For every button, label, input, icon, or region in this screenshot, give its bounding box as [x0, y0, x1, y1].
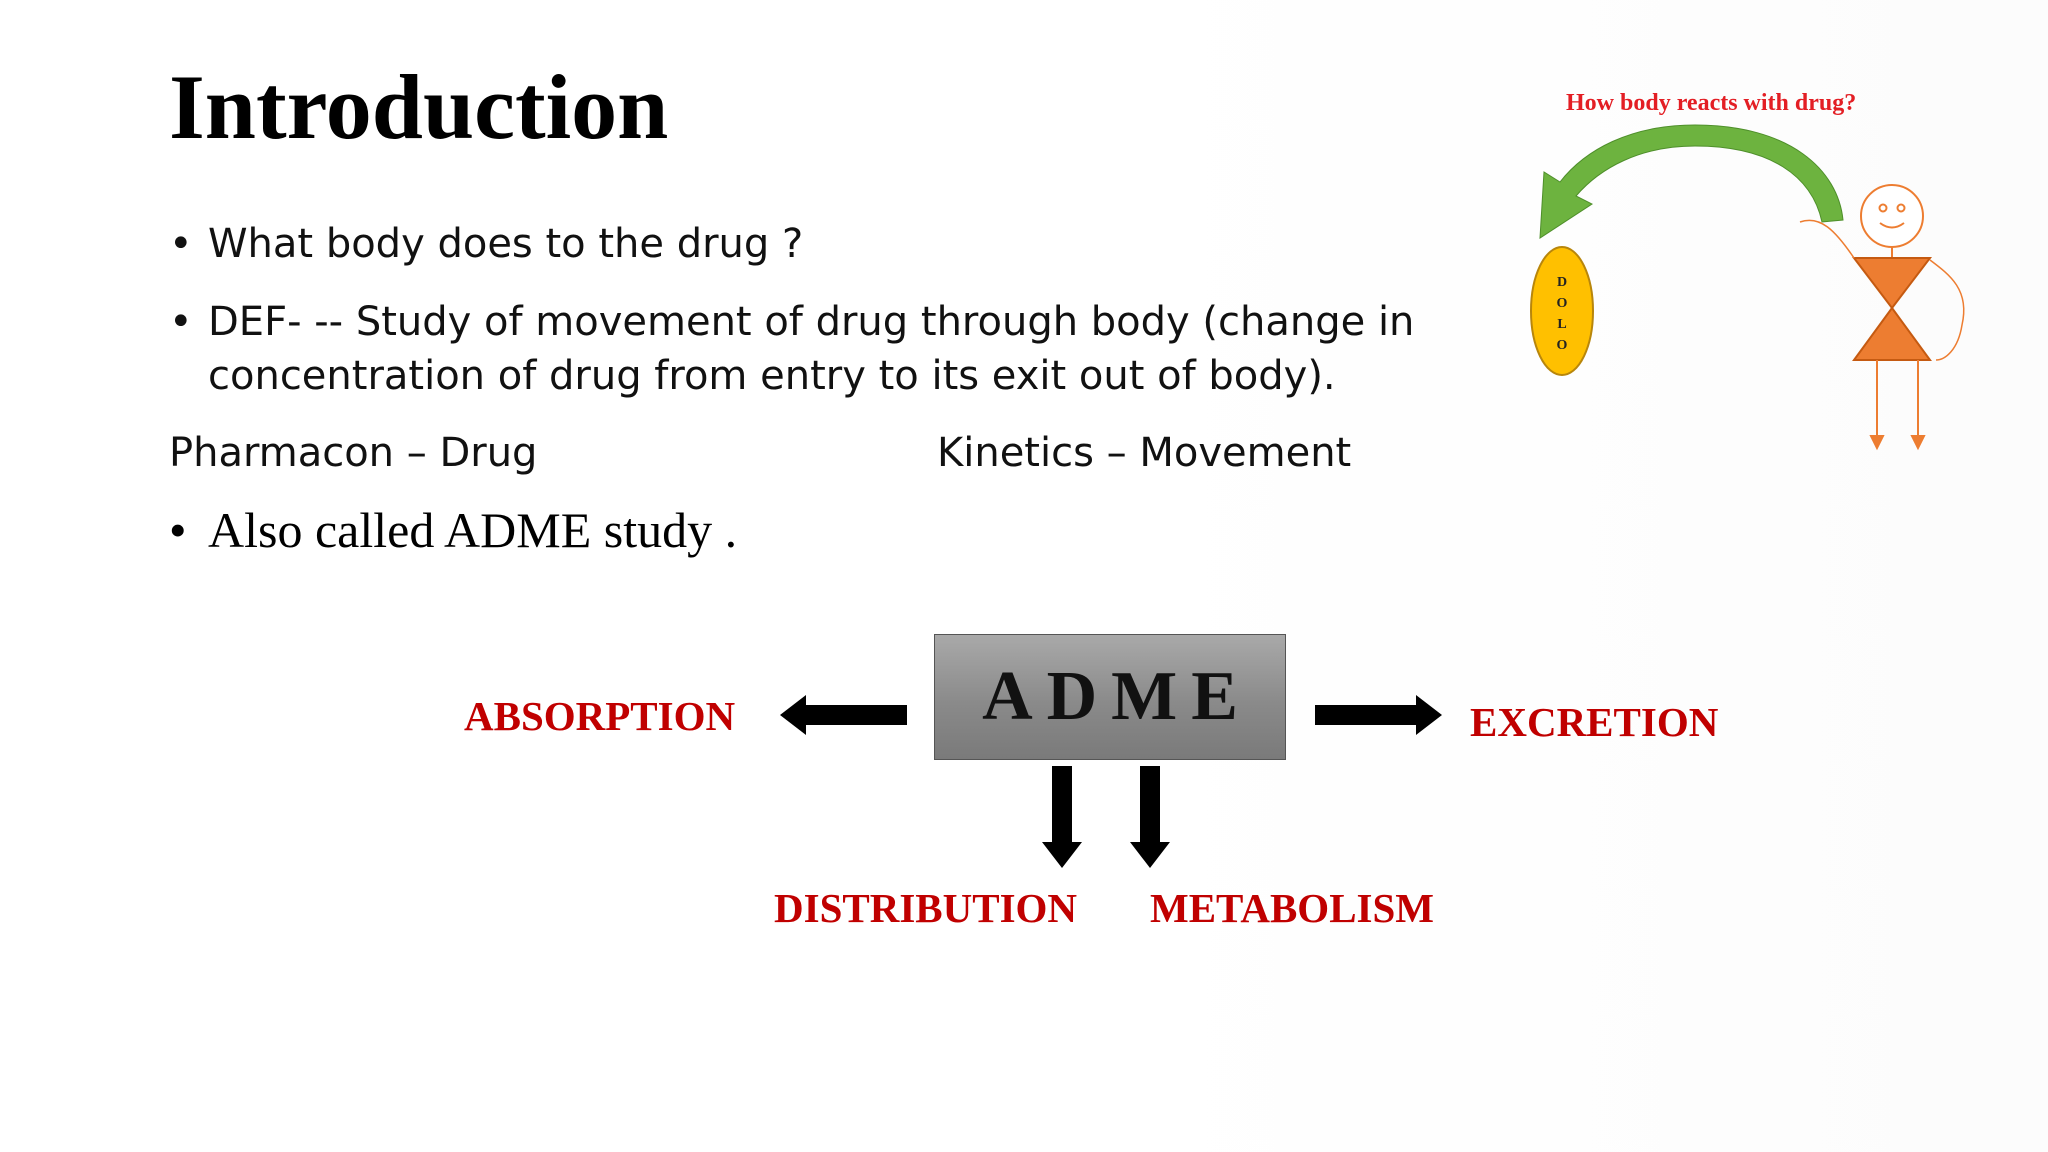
- bullet-dot: •: [169, 502, 187, 558]
- pharmacon-definition: Pharmacon – Drug: [169, 430, 538, 476]
- slide-title: Introduction: [169, 56, 669, 158]
- pill-letter: O: [1556, 338, 1568, 353]
- kinetics-definition: Kinetics – Movement: [937, 430, 1352, 476]
- arrow-down-icon: [1042, 766, 1082, 868]
- adme-title: ADME: [982, 658, 1252, 735]
- bullet-dot: •: [169, 221, 193, 267]
- distribution-label: DISTRIBUTION: [774, 885, 1078, 931]
- definition-line-1: DEF- -- Study of movement of drug through body (change in: [208, 299, 1415, 345]
- arrow-left-icon: [780, 695, 907, 735]
- excretion-label: EXCRETION: [1470, 699, 1719, 745]
- bullet-dot: •: [169, 299, 193, 345]
- bullet-text: What body does to the drug ?: [208, 221, 804, 267]
- absorption-label: ABSORPTION: [464, 693, 736, 739]
- metabolism-label: METABOLISM: [1150, 885, 1434, 931]
- pill-letter: O: [1556, 296, 1568, 311]
- pill-letter: D: [1556, 275, 1568, 290]
- definition-line-2: concentration of drug from entry to its exit out of body).: [208, 353, 1336, 399]
- bullet-text: Also called ADME study .: [208, 502, 738, 558]
- adme-box: [934, 634, 1286, 760]
- pill-letter: L: [1557, 317, 1567, 332]
- arrow-down-icon: [1130, 766, 1170, 868]
- illustration-caption: How body reacts with drug?: [1566, 90, 1857, 116]
- arrow-right-icon: [1315, 695, 1442, 735]
